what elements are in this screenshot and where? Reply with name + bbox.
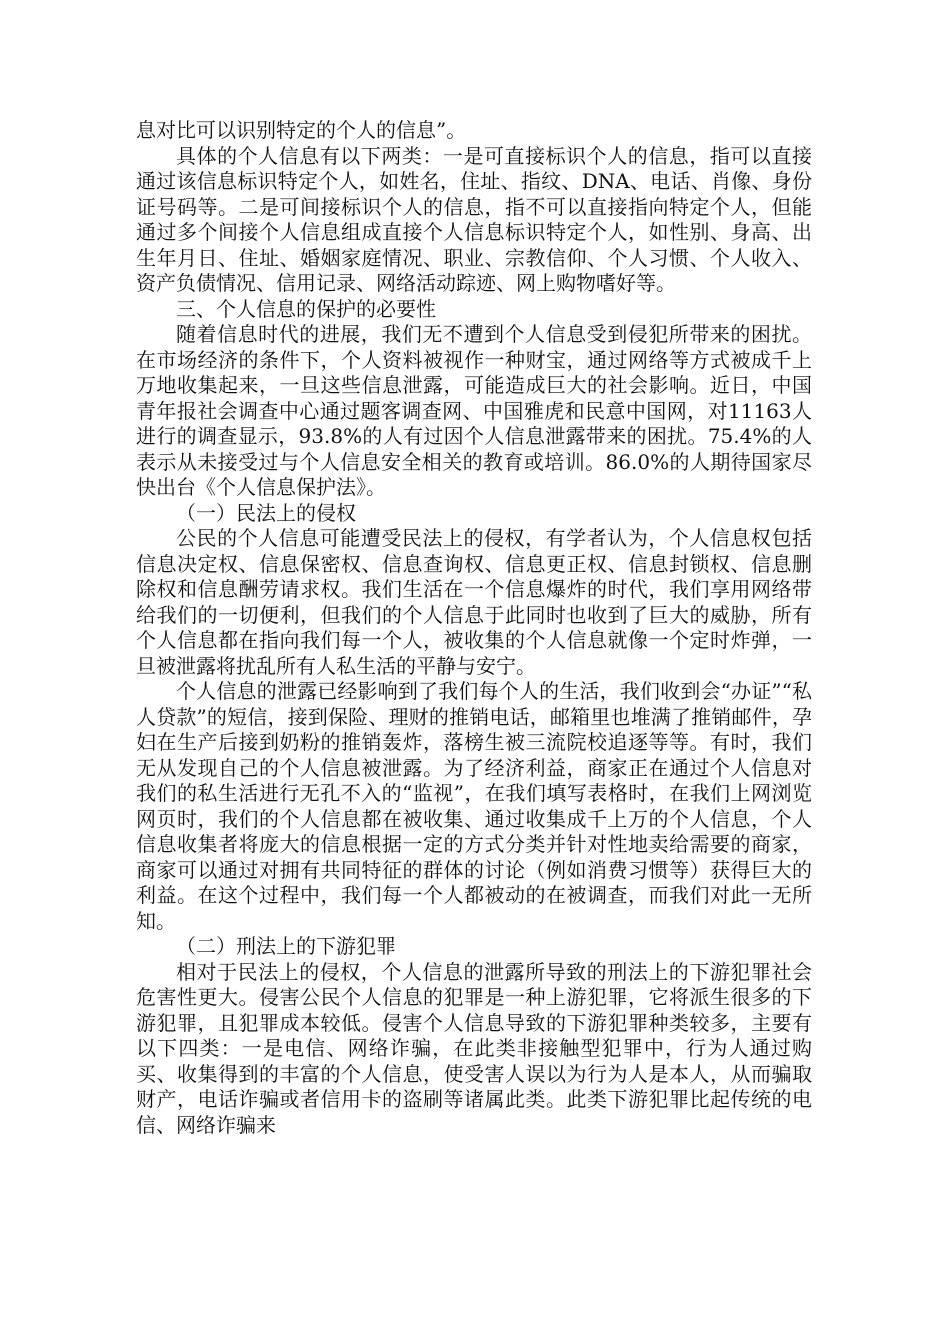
- section-heading-necessity: 三、个人信息的保护的必要性: [176, 296, 436, 321]
- paragraph-leak-effects: 个人信息的泄露已经影响到了我们每个人的生活，我们收到会“办证”“私人贷款”的短信，接到保险、理财的推销电话，邮箱里也堆满了推销邮件，孕妇在生产后接到奶粉的推销轰炸，落榜生被三流院校追逐等等。有时，我们无从发现自己的个人信息被泄露。为了经济利益，商家正在通过个人信息对我们的私生活进行无孔不入的“监视”，在我们填写表格时，在我们上网浏览网页时，我们的个人信息都在被收集、通过收集成千上万的个人信息，个人信息收集者将庞大的信息根据一定的方式分类并针对性地卖给需要的商家，商家可以通过对拥有共同特征的群体的讨论（例如消费习惯等）获得巨大的利益。在这个过程中，我们每一个人都被动的在被调查，而我们对此一无所知。: [136, 679, 812, 933]
- subheading-civil-infringement: （一）民法上的侵权: [176, 500, 356, 525]
- paragraph-information-rights: 公民的个人信息可能遭受民法上的侵权，有学者认为，个人信息权包括信息决定权、信息保密权、信息查询权、信息更正权、信息封锁权、信息删除权和信息酬劳请求权。我们生活在一个信息爆炸的时代，我们享用网络带给我们的一切便利，但我们的个人信息于此同时也收到了巨大的威胁，所有个人信息都在指向我们每一个人，被收集的个人信息就像一个定时炸弹，一旦被泄露将扰乱所有人私生活的平静与安宁。: [136, 526, 812, 678]
- paragraph-downstream-crimes: 相对于民法上的侵权，个人信息的泄露所导致的刑法上的下游犯罪社会危害性更大。侵害公民个人信息的犯罪是一种上游犯罪，它将派生很多的下游犯罪，且犯罪成本较低。侵害个人信息导致的下游犯罪种类较多，主要有以下四类：一是电信、网络诈骗，在此类非接触型犯罪中，行为人通过购买、收集得到的丰富的个人信息，使受害人误以为行为人是本人，从而骗取财产，电话诈骗或者信用卡的盗刷等诸属此类。此类下游犯罪比起传统的电信、网络诈骗来: [136, 959, 812, 1137]
- subheading-criminal-downstream: （二）刑法上的下游犯罪: [176, 934, 396, 958]
- paragraph-continuation: 息对比可以识别特定的个人的信息”。: [136, 118, 467, 142]
- paragraph-information-age: 随着信息时代的进展，我们无不遭到个人信息受到侵犯所带来的困扰。在市场经济的条件下，个人资料被视作一种财宝，通过网络等方式被成千上万地收集起来，一旦这些信息泄露，可能造成巨大的社会影响。近日，中国青年报社会调查中心通过题客调查网、中国雅虎和民意中国网，对11163人进行的调查显示，93.8%的人有过因个人信息泄露带来的困扰。75.4%的人表示从未接受过与个人信息安全相关的教育或培训。86.0%的人期待国家尽快出台《个人信息保护法》。: [136, 322, 812, 499]
- document-body: [136, 118, 812, 1138]
- paragraph-personal-info-types: 具体的个人信息有以下两类：一是可直接标识个人的信息，指可以直接通过该信息标识特定个人，如姓名，住址、指纹、DNA、电话、肖像、身份证号码等。二是可间接标识个人的信息，指不可以直接指向特定个人，但能通过多个间接个人信息组成直接个人信息标识特定个人，如性别、身高、出生年月日、住址、婚姻家庭情况、职业、宗教信仰、个人习惯、个人收入、资产负债情况、信用记录、网络活动踪迹、网上购物嗜好等。: [136, 143, 812, 295]
